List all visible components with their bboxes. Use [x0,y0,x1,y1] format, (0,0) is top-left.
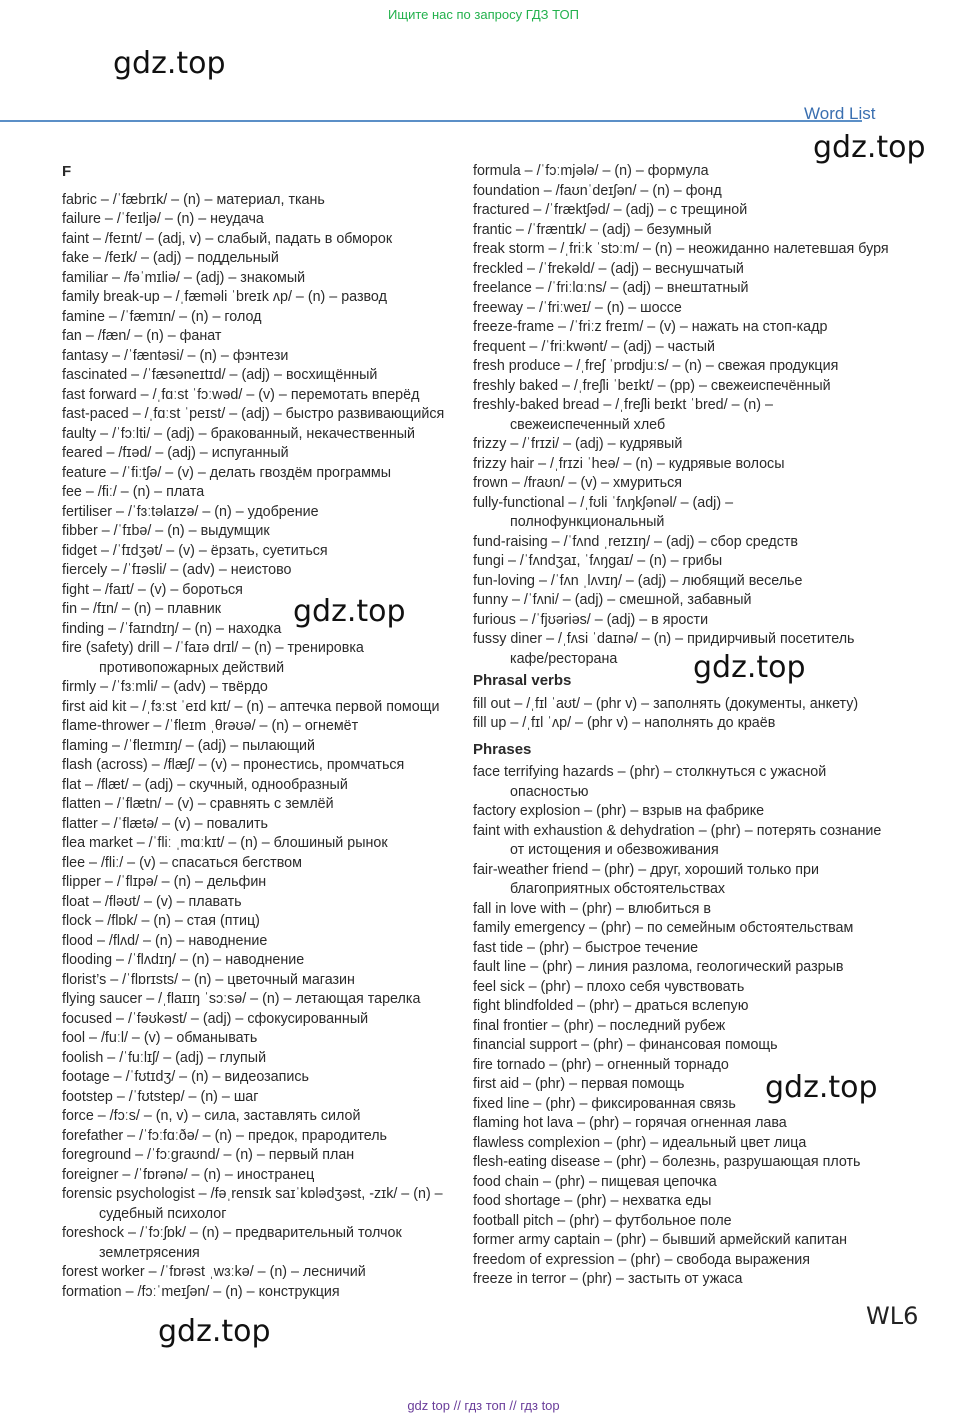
entry-line: famine – /ˈfæmɪn/ – (n) – голод [62,308,262,325]
entry-continuation: полнофункциональный [510,514,665,530]
phrasal-verbs-heading: Phrasal verbs [473,672,572,689]
entry-line: funny – /ˈfʌni/ – (adj) – смешной, забавный [473,592,752,608]
entry-line: float – /fləʊt/ – (v) – плавать [62,893,242,910]
entry-line: faulty – /ˈfɔːlti/ – (adj) – бракованный, некачественный [62,425,416,442]
entry-continuation: землетрясения [99,1244,200,1261]
entry-line: family break-up – /ˌfæməli ˈbreɪk ʌp/ – (n) – развод [62,289,387,305]
section-letter: F [62,163,72,180]
entry-line: fire tornado – (phr) – огненный торнадо [473,1056,729,1073]
footer-links[interactable]: gdz top // гдз топ // гдз top [407,1398,560,1413]
entry-line: football pitch – (phr) – футбольное поле [473,1212,732,1229]
entry-line: fussy diner – /ˌfʌsi ˈdaɪnə/ – (n) – придирчивый посетитель [473,631,855,647]
entry-line: flee – /fliː/ – (v) – спасаться бегством [62,854,302,871]
entry-continuation: противопожарных действий [99,659,285,676]
entry-line: faint with exhaustion & dehydration – (phr) – потерять сознание [473,822,882,839]
entry-line: fibber – /ˈfɪbə/ – (n) – выдумщик [62,523,270,539]
watermark: gdz.top [765,1070,878,1105]
entry-line: first aid – (phr) – первая помощь [473,1076,685,1092]
entry-line: face terrifying hazards – (phr) – столкнуться с ужасной [473,764,827,780]
entry-continuation: опасностью [510,783,589,800]
page-number: WL6 [866,1302,919,1330]
entry-line: final frontier – (phr) – последний рубеж [473,1017,726,1034]
header-label: Word List [804,104,876,123]
header-rule [0,120,862,122]
entry-line: fidget – /ˈfɪdʒət/ – (v) – ёрзать, суетиться [62,542,328,559]
entry-line: foreground – /ˈfɔːgraʊnd/ – (n) – первый план [62,1147,355,1163]
entry-line: flash (across) – /flæʃ/ – (v) – пронестись, промчаться [62,757,405,773]
entry-line: frown – /fraʊn/ – (v) – хмуриться [473,475,682,491]
entry-line: frantic – /ˈfræntɪk/ – (adj) – безумный [473,221,712,238]
entry-line: fill up – /ˌfɪl ˈʌp/ – (phr v) – наполнять до краёв [473,715,776,731]
entry-line: freeway – /ˈfriːweɪ/ – (n) – шоссе [473,299,682,316]
entry-line: fun-loving – /ˈfʌn ˌlʌvɪŋ/ – (adj) – любящий веселье [473,572,803,589]
entry-line: frequent – /ˈfriːkwənt/ – (adj) – частый [473,338,716,355]
entry-line: fake – /feɪk/ – (adj) – поддельный [62,250,279,266]
entry-continuation: благоприятных обстоятельствах [510,881,726,897]
entry-continuation: свежеиспеченный хлеб [510,416,666,433]
entry-line: fast tide – (phr) – быстрое течение [473,939,699,956]
entry-line: fair-weather friend – (phr) – друг, хороший только при [473,861,819,878]
watermark: gdz.top [813,130,926,165]
left-entries [62,191,457,1303]
entry-line: flat – /flæt/ – (adj) – скучный, однообразный [62,776,348,793]
entry-line: fiercely – /ˈfɪəsli/ – (adv) – неистово [62,562,292,578]
phrasal-verbs-list [473,695,913,734]
entry-line: factory explosion – (phr) – взрыв на фабрике [473,803,765,819]
entry-line: freshly baked – /ˌfreʃli ˈbeɪkt/ – (pp) – свежеиспечённый [473,377,831,394]
entry-line: fill out – /ˌfɪl ˈaʊt/ – (phr v) – заполнять (документы, анкету) [473,695,859,712]
entry-line: footage – /ˈfʊtɪdʒ/ – (n) – видеозапись [62,1069,309,1085]
phrases-list [473,763,913,1290]
entry-line: fabric – /ˈfæbrɪk/ – (n) – материал, ткань [62,191,325,208]
entry-line: focused – /ˈfəʊkəst/ – (adj) – сфокусированный [62,1010,369,1027]
entry-line: familiar – /fəˈmɪliə/ – (adj) – знакомый [62,269,306,286]
entry-line: forest worker – /ˈfɒrəst ˌwɜːkə/ – (n) – лесничий [62,1264,366,1280]
right-column [473,162,913,1290]
entry-line: foreshock – /ˈfɔːʃɒk/ – (n) – предварительный толчок [62,1225,402,1241]
entry-line: flawless complexion – (phr) – идеальный цвет лица [473,1134,807,1151]
entry-line: first aid kit – /ˌfɜːst ˈeɪd kɪt/ – (n) – аптечка первой помощи [62,698,440,715]
watermark: gdz.top [293,594,406,629]
entry-line: flaming – /ˈfleɪmɪŋ/ – (adj) – пылающий [62,737,315,754]
entry-line: force – /fɔːs/ – (n, v) – сила, заставлять силой [62,1108,361,1124]
entry-line: flame-thrower – /ˈfleɪm ˌθrəʊə/ – (n) – огнемёт [62,718,359,734]
entry-line: fixed line – (phr) – фиксированная связь [473,1095,736,1112]
entry-line: fall in love with – (phr) – влюбиться в [473,900,711,917]
entry-line: formula – /ˈfɔːmjələ/ – (n) – формула [473,163,709,179]
watermark: gdz.top [158,1314,271,1349]
entry-line: fascinated – /ˈfæsəneɪtɪd/ – (adj) – восхищённый [62,367,378,383]
entry-line: fight – /faɪt/ – (v) – бороться [62,581,243,598]
entry-line: foreigner – /ˈfɒrənə/ – (n) – иностранец [62,1166,315,1183]
right-entries [473,162,913,669]
entry-line: fast-paced – /ˌfɑːst ˈpeɪst/ – (adj) – быстро развивающийся [62,406,445,422]
entry-line: freshly-baked bread – /ˌfreʃli beɪkt ˈbred/ – (n) – [473,397,773,413]
entry-line: forefather – /ˈfɔːfɑːðə/ – (n) – предок, прародитель [62,1127,387,1144]
entry-line: florist’s – /ˈflɒrɪsts/ – (n) – цветочный магазин [62,971,355,988]
entry-line: freak storm – /ˌfriːk ˈstɔːm/ – (n) – неожиданно налетевшая буря [473,241,889,257]
watermark: gdz.top [693,650,806,685]
entry-continuation: кафе/ресторана [510,650,618,667]
entry-line: flood – /flʌd/ – (n) – наводнение [62,932,268,949]
entry-line: formation – /fɔːˈmeɪʃən/ – (n) – конструкция [62,1283,340,1300]
entry-line: freeze in terror – (phr) – застыть от ужаса [473,1271,743,1287]
entry-line: freeze-frame – /ˈfriːz freɪm/ – (v) – нажать на стоп-кадр [473,319,828,335]
entry-line: fractured – /ˈfræktʃəd/ – (adj) – с трещиной [473,202,748,218]
entry-line: flesh-eating disease – (phr) – болезнь, разрушающая плоть [473,1154,861,1170]
entry-line: feared – /fɪəd/ – (adj) – испуганный [62,445,289,461]
entry-line: flatten – /ˈflætn/ – (v) – сравнять с землёй [62,796,334,812]
entry-line: flock – /flɒk/ – (n) – стая (птиц) [62,913,260,929]
entry-line: foundation – /faʊnˈdeɪʃən/ – (n) – фонд [473,182,722,199]
phrases-heading: Phrases [473,740,532,758]
entry-line: fast forward – /ˌfɑːst ˈfɔːwəd/ – (v) – перемотать вперёд [62,386,420,403]
entry-line: freedom of expression – (phr) – свобода выражения [473,1251,810,1268]
entry-line: frizzy – /ˈfrɪzi/ – (adj) – кудрявый [473,436,683,452]
entry-line: fantasy – /ˈfæntəsi/ – (n) – фэнтези [62,347,289,364]
entry-line: freelance – /ˈfriːlɑːns/ – (adj) – внештатный [473,280,749,296]
entry-line: food chain – (phr) – пищевая цепочка [473,1173,717,1190]
entry-line: fungi – /ˈfʌndʒaɪ, ˈfʌŋgaɪ/ – (n) – грибы [473,553,723,569]
entry-line: fresh produce – /ˌfreʃ ˈprɒdjuːs/ – (n) – свежая продукция [473,358,839,374]
entry-continuation: судебный психолог [99,1205,227,1222]
entry-line: financial support – (phr) – финансовая помощь [473,1037,778,1053]
entry-line: failure – /ˈfeɪljə/ – (n) – неудача [62,211,264,227]
entry-line: flipper – /ˈflɪpə/ – (n) – дельфин [62,874,267,890]
top-banner[interactable]: Ищите нас по запросу ГДЗ ТОП [388,7,579,22]
entry-line: freckled – /ˈfrekəld/ – (adj) – веснушчатый [473,260,744,277]
entry-line: fault line – (phr) – линия разлома, геологический разрыв [473,959,844,975]
entry-line: feature – /ˈfiːtʃə/ – (v) – делать гвоздём программы [62,464,392,481]
entry-line: fund-raising – /ˈfʌnd ˌreɪzɪŋ/ – (adj) – сбор средств [473,533,799,550]
entry-line: fertiliser – /ˈfɜːtəlaɪzə/ – (n) – удобрение [62,503,319,520]
entry-line: food shortage – (phr) – нехватка еды [473,1193,712,1209]
entry-line: foolish – /ˈfuːlɪʃ/ – (adj) – глупый [62,1049,267,1066]
entry-line: flooding – /ˈflʌdɪŋ/ – (n) – наводнение [62,952,305,968]
left-column [62,162,457,1302]
entry-line: flying saucer – /ˌflaɪɪŋ ˈsɔːsə/ – (n) – летающая тарелка [62,991,421,1007]
entry-line: frizzy hair – /ˌfrɪzi ˈheə/ – (n) – кудрявые волосы [473,455,785,472]
entry-line: furious – /ˈfjʊəriəs/ – (adj) – в ярости [473,611,709,628]
entry-line: flaming hot lava – (phr) – горячая огненная лава [473,1115,787,1131]
entry-line: former army captain – (phr) – бывший армейский капитан [473,1232,848,1248]
entry-line: family emergency – (phr) – по семейным обстоятельствам [473,920,854,936]
entry-line: fan – /fæn/ – (n) – фанат [62,328,222,344]
entry-line: fee – /fiː/ – (n) – плата [62,484,205,500]
entry-line: finding – /ˈfaɪndɪŋ/ – (n) – находка [62,620,282,637]
entry-line: fire (safety) drill – /ˈfaɪə drɪl/ – (n) – тренировка [62,640,364,656]
watermark: gdz.top [113,46,226,81]
entry-line: forensic psychologist – /fəˌrensɪk saɪˈkɒlədʒəst, -zɪk/ – (n) – [62,1186,443,1202]
entry-line: fool – /fuːl/ – (v) – обманывать [62,1030,258,1046]
entry-continuation: от истощения и обезвоживания [510,842,719,858]
entry-line: fully-functional – /ˌfʊli ˈfʌŋkʃənəl/ – (adj) – [473,494,734,511]
entry-line: firmly – /ˈfɜːmli/ – (adv) – твёрдо [62,679,268,695]
entry-line: flatter – /ˈflætə/ – (v) – повалить [62,815,269,832]
entry-line: flea market – /ˈfliː ˌmɑːkɪt/ – (n) – блошиный рынок [62,835,388,851]
entry-line: fight blindfolded – (phr) – драться вслепую [473,998,749,1014]
entry-line: footstep – /ˈfʊtstep/ – (n) – шаг [62,1088,259,1105]
entry-line: fin – /fɪn/ – (n) – плавник [62,601,221,617]
entry-line: faint – /feɪnt/ – (adj, v) – слабый, падать в обморок [62,230,393,247]
entry-line: feel sick – (phr) – плохо себя чувствовать [473,978,745,995]
